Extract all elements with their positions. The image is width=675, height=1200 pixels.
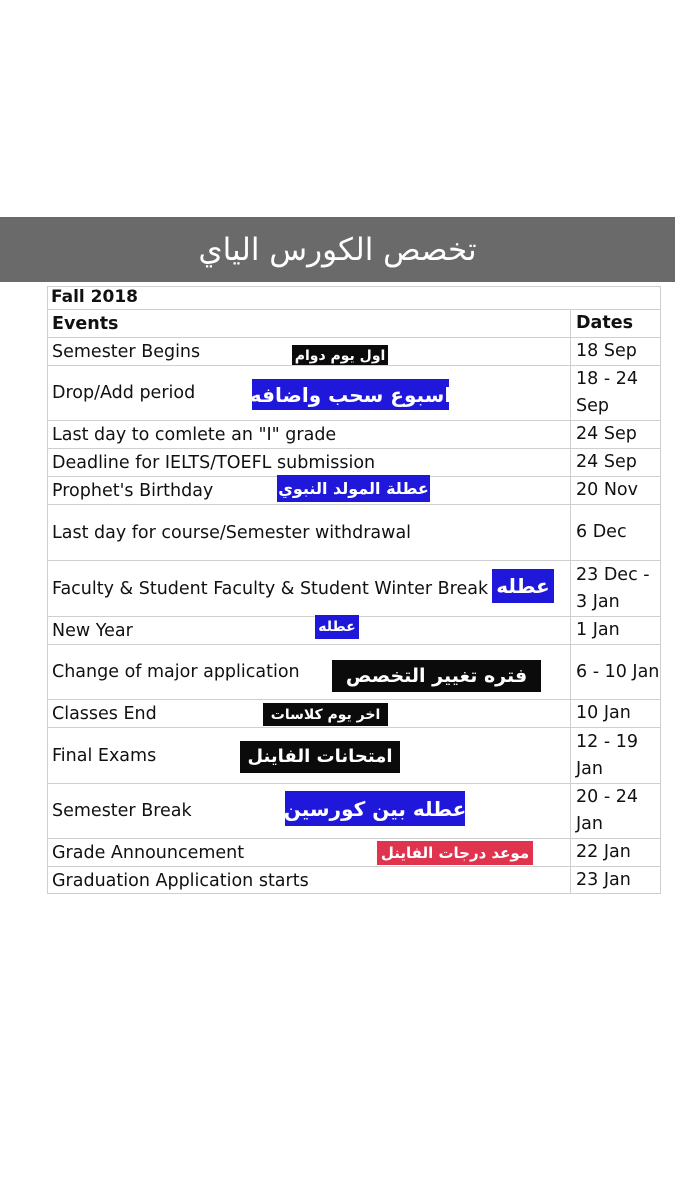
event-cell: Last day for course/Semester withdrawal [52,522,412,543]
table-row [47,420,661,448]
event-cell: Final Exams [52,745,157,766]
table-title: Fall 2018 [51,287,138,307]
note-first-day: اول يوم دوام [292,345,388,366]
note-new-year: عطله [315,615,359,639]
date-cell: 24 Sep [576,424,637,444]
table-row [47,448,661,476]
event-cell: Drop/Add period [52,383,196,403]
event-cell: Graduation Application starts [52,870,309,891]
event-cell: Semester Begins [52,341,201,362]
note-grade-announcement: موعد درجات الفاينل [377,841,533,865]
date-cell: 22 Jan [576,842,631,862]
event-cell: New Year [52,620,133,641]
date-cell: 1 Jan [576,620,620,640]
event-cell: Last day to comlete an "I" grade [52,424,337,445]
note-prophet-birthday: عطلة المولد النبوي [277,475,430,502]
table-row [47,504,661,560]
table-row [47,866,661,894]
event-cell: Grade Announcement [52,842,245,863]
note-drop-add: اسبوع سحب واضافه [252,379,449,410]
note-change-major: فتره تغيير التخصص [332,660,541,692]
page-banner [0,217,675,282]
table-row [47,838,661,866]
banner-title: تخصص الكورس الياي [198,231,477,268]
date-cell: 6 - 10 Jan [576,661,660,682]
event-cell: Prophet's Birthday [52,480,214,501]
note-winter-break: عطله [492,569,554,603]
calendar-table [47,286,661,894]
table-header-row [47,309,661,337]
table-border-top [47,286,661,287]
date-cell: 18 Sep [576,341,637,361]
date-cell: 18 - 24 Sep [576,369,638,416]
date-cell: 24 Sep [576,452,637,472]
date-cell: 20 Nov [576,480,638,500]
event-cell: Faculty & Student Faculty & Student Winter Break [52,578,489,599]
event-cell: Classes End [52,703,157,724]
note-semester-break: عطله بين كورسين [285,791,465,826]
event-cell: Semester Break [52,801,192,821]
date-cell: 12 - 19 Jan [576,731,638,779]
header-dates: Dates [576,313,633,333]
table-row [47,560,661,616]
note-final-exams: امتحانات الفاينل [240,741,400,773]
date-cell: 23 Jan [576,870,631,890]
header-events: Events [52,313,119,334]
date-cell: 6 Dec [576,522,627,542]
date-cell: 20 - 24 Jan [576,787,638,834]
event-cell: Change of major application [52,662,300,682]
date-cell: 10 Jan [576,703,631,723]
event-cell: Deadline for IELTS/TOEFL submission [52,452,376,473]
note-classes-end: اخر يوم كلاسات [263,703,388,726]
date-cell: 23 Dec - 3 Jan [576,564,650,612]
